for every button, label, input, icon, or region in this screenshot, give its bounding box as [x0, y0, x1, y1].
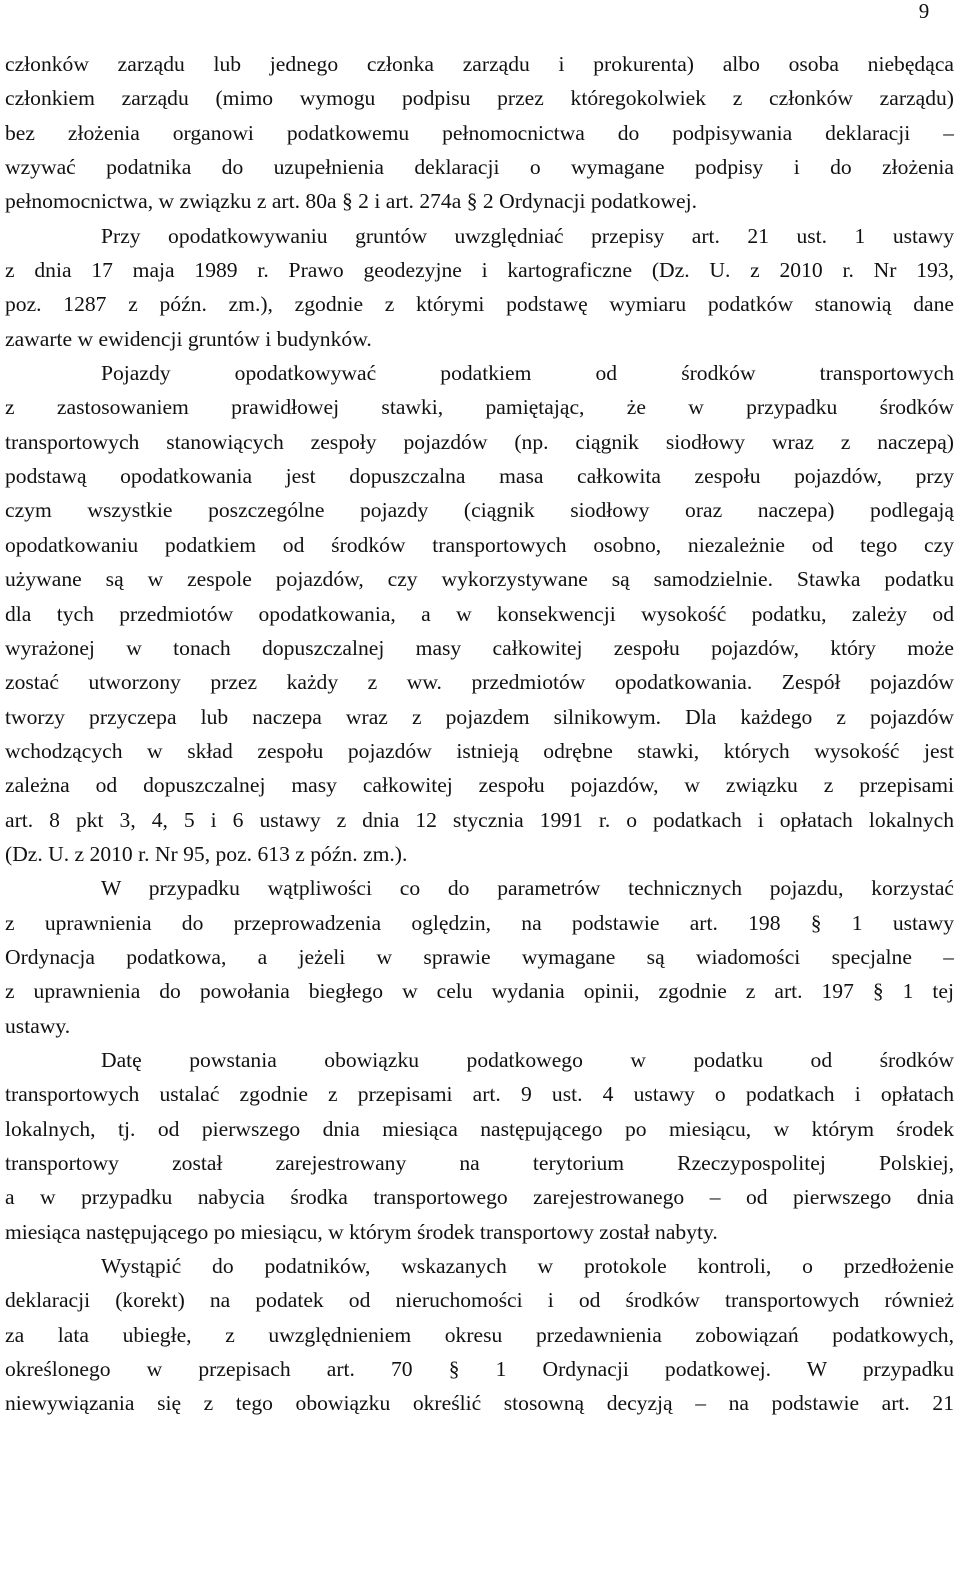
- text-line: Pojazdy opodatkowywać podatkiem od środków transportowych: [101, 361, 954, 386]
- text-line: zostać utworzony przez każdy z ww. przedmiotów opodatkowania. Zespół pojazdów: [5, 670, 954, 695]
- text-line: Wystąpić do podatników, wskazanych w protokole kontroli, o przedłożenie: [101, 1254, 954, 1279]
- text-line: z uprawnienia do przeprowadzenia oględzin, na podstawie art. 198 § 1 ustawy: [5, 910, 954, 935]
- text-line: z dnia 17 maja 1989 r. Prawo geodezyjne i kartograficzne (Dz. U. z 2010 r. Nr 193,: [5, 258, 954, 283]
- text-line: Przy opodatkowywaniu gruntów uwzględniać przepisy art. 21 ust. 1 ustawy: [101, 223, 954, 248]
- text-line: ustawy.: [5, 1013, 71, 1038]
- text-line: wzywać podatnika do uzupełnienia deklaracji o wymagane podpisy i do złożenia: [5, 155, 954, 180]
- text-line: członkiem zarządu (mimo wymogu podpisu przez któregokolwiek z członków zarządu): [5, 86, 954, 111]
- text-line: Datę powstania obowiązku podatkowego w podatku od środków: [101, 1047, 954, 1072]
- text-line: bez złożenia organowi podatkowemu pełnomocnictwa do podpisywania deklaracji –: [5, 120, 954, 145]
- text-line: zawarte w ewidencji gruntów i budynków.: [5, 326, 372, 351]
- text-line: za lata ubiegłe, z uwzględnieniem okresu przedawnienia zobowiązań podatkowych,: [5, 1322, 954, 1347]
- text-line: używane są w zespole pojazdów, czy wykorzystywane są samodzielnie. Stawka podatku: [5, 567, 954, 592]
- text-line: poz. 1287 z późn. zm.), zgodnie z którymi podstawę wymiaru podatków stanowią dane: [5, 292, 954, 317]
- text-line: lokalnych, tj. od pierwszego dnia miesiąca następującego po miesiącu, w którym środek: [5, 1116, 954, 1141]
- page-number: 9: [918, 0, 930, 23]
- document-body: [0, 47, 960, 1584]
- text-line: miesiąca następującego po miesiącu, w którym środek transportowy został nabyty.: [5, 1219, 718, 1244]
- text-line: podstawą opodatkowania jest dopuszczalna masa całkowita zespołu pojazdów, przy: [5, 464, 954, 489]
- text-line: wchodzących w skład zespołu pojazdów istnieją odrębne stawki, których wysokość jest: [5, 738, 954, 763]
- text-line: opodatkowaniu podatkiem od środków transportowych osobno, niezależnie od tego czy: [5, 532, 954, 557]
- text-line: czym wszystkie poszczególne pojazdy (ciągnik siodłowy oraz naczepa) podlegają: [5, 498, 954, 523]
- text-line: dla tych przedmiotów opodatkowania, a w konsekwencji wysokość podatku, zależy od: [5, 601, 954, 626]
- text-line: W przypadku wątpliwości co do parametrów technicznych pojazdu, korzystać: [101, 876, 954, 901]
- text-line: (Dz. U. z 2010 r. Nr 95, poz. 613 z późn. zm.).: [5, 841, 408, 866]
- text-line: członków zarządu lub jednego członka zarządu i prokurenta) albo osoba niebędąca: [5, 52, 954, 76]
- text-line: art. 8 pkt 3, 4, 5 i 6 ustawy z dnia 12 stycznia 1991 r. o podatkach i opłatach lokalnych: [5, 807, 954, 832]
- text-line: transportowych stanowiących zespoły pojazdów (np. ciągnik siodłowy wraz z naczepą): [5, 429, 954, 454]
- text-line: wyrażonej w tonach dopuszczalnej masy całkowitej zespołu pojazdów, który może: [5, 635, 954, 660]
- text-line: określonego w przepisach art. 70 § 1 Ordynacji podatkowej. W przypadku: [5, 1357, 954, 1382]
- text-line: z zastosowaniem prawidłowej stawki, pamiętając, że w przypadku środków: [5, 395, 954, 420]
- text-line: Ordynacja podatkowa, a jeżeli w sprawie wymagane są wiadomości specjalne –: [5, 944, 954, 969]
- text-line: tworzy przyczepa lub naczepa wraz z pojazdem silnikowym. Dla każdego z pojazdów: [5, 704, 954, 729]
- text-line: a w przypadku nabycia środka transportowego zarejestrowanego – od pierwszego dnia: [5, 1185, 954, 1210]
- text-line: niewywiązania się z tego obowiązku określić stosowną decyzją – na podstawie art. 21: [5, 1391, 954, 1416]
- text-line: pełnomocnictwa, w związku z art. 80a § 2 i art. 274a § 2 Ordynacji podatkowej.: [5, 189, 697, 214]
- text-line: zależna od dopuszczalnej masy całkowitej zespołu pojazdów, w związku z przepisami: [5, 773, 954, 798]
- text-line: transportowych ustalać zgodnie z przepisami art. 9 ust. 4 ustawy o podatkach i opłatach: [5, 1082, 954, 1107]
- text-line: deklaracji (korekt) na podatek od nieruchomości i od środków transportowych również: [5, 1288, 954, 1313]
- text-line: z uprawnienia do powołania biegłego w celu wydania opinii, zgodnie z art. 197 § 1 tej: [5, 979, 954, 1004]
- text-line: transportowy został zarejestrowany na terytorium Rzeczypospolitej Polskiej,: [5, 1151, 954, 1175]
